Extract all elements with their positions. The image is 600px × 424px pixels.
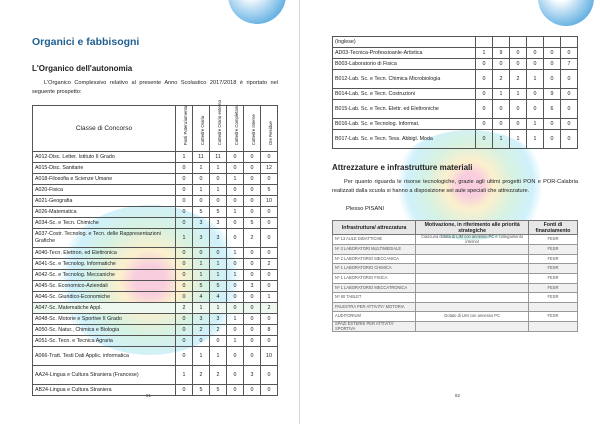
- value-cell: 5: [210, 385, 227, 396]
- value-cell: 0: [261, 270, 278, 281]
- classe-concorso-cell: A026-Matematica: [33, 207, 176, 218]
- subtitle-attrezzature: Attrezzature e infrastrutture materiali: [332, 163, 473, 172]
- value-cell: 5: [210, 281, 227, 292]
- classe-concorso-cell: A015-Disc. Sanitarie: [33, 163, 176, 174]
- value-cell: 0: [561, 89, 578, 100]
- blue-bubble-decoration: [228, 0, 286, 24]
- value-cell: 1: [193, 303, 210, 314]
- fonti-cell: FESR: [528, 245, 577, 255]
- right-page-content: [332, 36, 578, 332]
- value-cell: 1: [193, 347, 210, 366]
- motivazione-cell: Dotato di LIM con annesso PC: [416, 312, 529, 322]
- value-cell: 3: [244, 281, 261, 292]
- value-cell: 0: [176, 281, 193, 292]
- table-header-row: [333, 221, 578, 235]
- value-cell: 5: [193, 385, 210, 396]
- value-cell: 0: [261, 174, 278, 185]
- value-cell: 0: [227, 366, 244, 385]
- value-cell: 0: [227, 229, 244, 248]
- classe-concorso-cell: A045-Sc. Economico-Aziendali: [33, 281, 176, 292]
- classe-concorso-cell: B017-Lab. Sc. e Tecn. Tess. Abbigl. Moda: [333, 130, 476, 149]
- infrastruttura-cell: AUDITORIUM: [333, 312, 416, 322]
- value-cell: 2: [493, 70, 510, 89]
- value-cell: 1: [210, 259, 227, 270]
- classe-concorso-cell: B003-Laboratorio di Fisica: [333, 59, 476, 70]
- table-row: [333, 254, 578, 264]
- fonti-cell: [528, 321, 577, 331]
- fonti-cell: FESR: [528, 283, 577, 293]
- classe-concorso-cell: A050-Sc. Natur., Chimica e Biologia: [33, 325, 176, 336]
- value-cell: 1: [176, 152, 193, 163]
- value-cell: 0: [510, 100, 527, 119]
- value-cell: 0: [544, 48, 561, 59]
- table-row: [333, 37, 578, 48]
- infrastruttura-cell: PALESTRA PER ATTIVITA' MOTORIA: [333, 302, 416, 312]
- value-cell: 0: [561, 100, 578, 119]
- value-cell: 0: [561, 70, 578, 89]
- value-cell: 1: [193, 259, 210, 270]
- header-cattedre-completam: Cattedre Completam.: [227, 106, 244, 152]
- value-cell: [561, 37, 578, 48]
- table-row: [33, 303, 278, 314]
- table-row: [33, 218, 278, 229]
- classe-concorso-cell: AB24-Lingua e Cultura Straniera: [33, 385, 176, 396]
- value-cell: 0: [176, 185, 193, 196]
- table-row: [33, 248, 278, 259]
- value-cell: 11: [210, 152, 227, 163]
- value-cell: 0: [210, 336, 227, 347]
- motivazione-cell: [416, 283, 529, 293]
- value-cell: 3: [210, 314, 227, 325]
- value-cell: [510, 37, 527, 48]
- header-ore-residue-2: Ore Residue: [261, 106, 278, 152]
- value-cell: 0: [227, 196, 244, 207]
- value-cell: 1: [227, 207, 244, 218]
- value-cell: 0: [261, 366, 278, 385]
- organico-table: [32, 100, 278, 396]
- motivazione-cell: [416, 245, 529, 255]
- table-row: [333, 235, 578, 245]
- value-cell: 0: [261, 152, 278, 163]
- value-cell: 0: [244, 385, 261, 396]
- value-cell: 2: [176, 303, 193, 314]
- value-cell: 0: [244, 303, 261, 314]
- value-cell: 0: [261, 314, 278, 325]
- table-row: [333, 100, 578, 119]
- table-row: [333, 321, 578, 331]
- table-row: [333, 245, 578, 255]
- table-row: [33, 229, 278, 248]
- value-cell: [527, 37, 544, 48]
- value-cell: 0: [493, 100, 510, 119]
- value-cell: 0: [261, 229, 278, 248]
- header-cattedre-orario: Cattedre Orario: [193, 106, 210, 152]
- value-cell: 0: [227, 347, 244, 366]
- value-cell: 0: [527, 48, 544, 59]
- value-cell: 0: [176, 259, 193, 270]
- left-page-content: [32, 36, 278, 396]
- table-row: [333, 59, 578, 70]
- motivazione-cell: Ciascuna dotata di LIM con annesso PC e collegamento internet: [416, 235, 529, 245]
- value-cell: 10: [261, 347, 278, 366]
- table-row: [333, 130, 578, 149]
- table-row: [33, 366, 278, 385]
- value-cell: 3: [193, 229, 210, 248]
- value-cell: 0: [493, 119, 510, 130]
- value-cell: 6: [544, 100, 561, 119]
- value-cell: 0: [244, 248, 261, 259]
- motivazione-cell: [416, 264, 529, 274]
- infrastruttura-cell: SPAZI ESTERNI PER ATTIVITA' SPORTIVA: [333, 321, 416, 331]
- value-cell: 0: [244, 325, 261, 336]
- value-cell: 1: [527, 130, 544, 149]
- value-cell: 0: [176, 336, 193, 347]
- value-cell: [493, 37, 510, 48]
- infrastruttura-cell: Nº 13 AULE DIDATTICHE: [333, 235, 416, 245]
- motivazione-cell: [416, 273, 529, 283]
- value-cell: 1: [510, 89, 527, 100]
- fonti-cell: FESR: [528, 254, 577, 264]
- classe-concorso-cell: B016-Lab. Sc. e Tecnolog. Informat.: [333, 119, 476, 130]
- table-row: [333, 293, 578, 303]
- value-cell: 0: [227, 281, 244, 292]
- table-row: [333, 119, 578, 130]
- value-cell: 2: [510, 70, 527, 89]
- table-row: [333, 264, 578, 274]
- value-cell: 0: [176, 218, 193, 229]
- value-cell: 5: [210, 207, 227, 218]
- classe-concorso-cell: A041-Sc. e Tecnolog. Informatiche: [33, 259, 176, 270]
- value-cell: 0: [476, 100, 493, 119]
- table-row: [33, 152, 278, 163]
- value-cell: 0: [210, 196, 227, 207]
- value-cell: 1: [210, 163, 227, 174]
- value-cell: 1: [193, 163, 210, 174]
- infrastruttura-cell: Nº 1 LABORATORIO CHIMICA: [333, 264, 416, 274]
- value-cell: 0: [176, 248, 193, 259]
- value-cell: 0: [244, 259, 261, 270]
- table-row: [33, 336, 278, 347]
- value-cell: 0: [510, 48, 527, 59]
- table-row: [33, 325, 278, 336]
- value-cell: 0: [244, 314, 261, 325]
- value-cell: 2: [210, 366, 227, 385]
- value-cell: 1: [210, 185, 227, 196]
- value-cell: 0: [176, 385, 193, 396]
- header-classe-concorso: Classe di Concorso: [33, 106, 176, 152]
- value-cell: 0: [244, 185, 261, 196]
- classe-concorso-cell: AA24-Lingua e Cultura Straniera (Francese): [33, 366, 176, 385]
- right-page: [300, 0, 600, 424]
- value-cell: 0: [227, 385, 244, 396]
- value-cell: 5: [244, 218, 261, 229]
- classe-concorso-cell: A012-Disc. Letter. Istituto II Grado: [33, 152, 176, 163]
- infrastruttura-cell: Nº 1 LABORATORIO FISICA: [333, 273, 416, 283]
- fonti-cell: [528, 302, 577, 312]
- section-title: Organici e fabbisogni: [32, 36, 140, 48]
- value-cell: 0: [193, 248, 210, 259]
- infrastruttura-cell: Nº 3 LABORATORI MULTIMEDIALE: [333, 245, 416, 255]
- value-cell: [544, 37, 561, 48]
- value-cell: 1: [261, 292, 278, 303]
- value-cell: 4: [193, 292, 210, 303]
- value-cell: 0: [244, 163, 261, 174]
- classe-concorso-cell: B014-Lab. Sc. e Tecn. Costruzioni: [333, 89, 476, 100]
- value-cell: [476, 37, 493, 48]
- value-cell: 0: [244, 174, 261, 185]
- motivazione-cell: [416, 254, 529, 264]
- value-cell: 0: [261, 207, 278, 218]
- value-cell: 0: [227, 218, 244, 229]
- classe-concorso-cell: AD03-Tecnica-Professioanle-Artistica: [333, 48, 476, 59]
- header-motivazione: Motivazione, in riferimento alle priorità strategiche: [416, 221, 529, 235]
- value-cell: 0: [193, 174, 210, 185]
- value-cell: 0: [261, 281, 278, 292]
- classe-concorso-cell: A020-Fisica: [33, 185, 176, 196]
- classe-concorso-cell: A037-Costr. Tecnolog. e Tecn. delle Rappresentazioni Grafiche: [33, 229, 176, 248]
- value-cell: 0: [244, 336, 261, 347]
- fonti-cell: FESR: [528, 235, 577, 245]
- value-cell: 0: [227, 292, 244, 303]
- fonti-cell: FESR: [528, 293, 577, 303]
- value-cell: 0: [544, 119, 561, 130]
- value-cell: 2: [244, 229, 261, 248]
- page-number: 82: [455, 393, 461, 398]
- value-cell: 1: [493, 130, 510, 149]
- table-row: [333, 312, 578, 322]
- value-cell: 0: [244, 207, 261, 218]
- value-cell: 12: [261, 163, 278, 174]
- table-row: [33, 347, 278, 366]
- table-row: [33, 270, 278, 281]
- value-cell: 0: [193, 336, 210, 347]
- table-row: [33, 385, 278, 396]
- value-cell: 0: [193, 196, 210, 207]
- value-cell: 0: [176, 314, 193, 325]
- value-cell: 0: [527, 100, 544, 119]
- value-cell: 0: [227, 163, 244, 174]
- header-infrastruttura: Infrastruttura/ attrezzatura: [333, 221, 416, 235]
- value-cell: 2: [261, 259, 278, 270]
- attrezzature-paragraph: Per quanto riguarda le risorse tecnologiche, grazie agli ultimi progetti PON e POR-Calabria realizzati dalla scuola si hanno a disposizione sei aule speciali che attrezzature.: [332, 179, 578, 194]
- classe-concorso-cell: A048-Sc. Motorie e Sportive II Grado: [33, 314, 176, 325]
- value-cell: 0: [244, 292, 261, 303]
- value-cell: 8: [261, 325, 278, 336]
- value-cell: 0: [244, 270, 261, 281]
- value-cell: 1: [227, 248, 244, 259]
- value-cell: 3: [193, 218, 210, 229]
- value-cell: 3: [210, 218, 227, 229]
- value-cell: 5: [261, 185, 278, 196]
- intro-paragraph: L'Organico Complessivo relativo al presente Anno Scolastico 2017/2018 è riportato nel seguente prospetto:: [32, 80, 278, 95]
- table-row: [333, 48, 578, 59]
- value-cell: 1: [227, 174, 244, 185]
- value-cell: 0: [176, 174, 193, 185]
- classe-concorso-cell: A066-Tratt. Testi Dati Applic. informatica: [33, 347, 176, 366]
- value-cell: 0: [261, 385, 278, 396]
- value-cell: 1: [527, 119, 544, 130]
- value-cell: 2: [193, 366, 210, 385]
- infrastruttura-cell: Nº 2 LABORATORIO MECCANICA: [333, 254, 416, 264]
- classe-concorso-cell: A042-Sc. e Tecnolog. Meccaniche: [33, 270, 176, 281]
- value-cell: 1: [210, 347, 227, 366]
- value-cell: 0: [261, 248, 278, 259]
- classe-concorso-cell: A047-Sc. Matematiche Appl.: [33, 303, 176, 314]
- value-cell: 0: [476, 59, 493, 70]
- classe-concorso-cell: A021-Geografia: [33, 196, 176, 207]
- value-cell: 1: [227, 270, 244, 281]
- classe-concorso-cell: A034-Sc. e Tecn. Chimiche: [33, 218, 176, 229]
- header-ore-residue: Cattedre Interne: [244, 106, 261, 152]
- table-row: [33, 185, 278, 196]
- value-cell: 0: [561, 130, 578, 149]
- table-row: [33, 314, 278, 325]
- table-row: [33, 259, 278, 270]
- infrastruttura-cell: Nº 80 TABLET: [333, 293, 416, 303]
- value-cell: 0: [227, 325, 244, 336]
- value-cell: 3: [210, 229, 227, 248]
- value-cell: 1: [476, 48, 493, 59]
- value-cell: 0: [544, 70, 561, 89]
- value-cell: 4: [210, 292, 227, 303]
- value-cell: 0: [227, 303, 244, 314]
- table-row: [333, 273, 578, 283]
- table-row: [33, 196, 278, 207]
- value-cell: 1: [210, 270, 227, 281]
- classe-concorso-cell: (Inglese): [333, 37, 476, 48]
- table-row: [333, 89, 578, 100]
- organico-table-continued: [332, 36, 578, 149]
- value-cell: 2: [193, 325, 210, 336]
- classe-concorso-cell: A051-Sc. Tecn. e Tecnica Agraria: [33, 336, 176, 347]
- value-cell: 2: [261, 303, 278, 314]
- motivazione-cell: [416, 302, 529, 312]
- value-cell: 11: [193, 152, 210, 163]
- table-row: [33, 292, 278, 303]
- value-cell: 0: [176, 270, 193, 281]
- value-cell: 10: [261, 196, 278, 207]
- value-cell: 9: [544, 89, 561, 100]
- value-cell: 0: [176, 196, 193, 207]
- classe-concorso-cell: B015-Lab. Sc. e Tecn. Elettr. ed Elettroniche: [333, 100, 476, 119]
- value-cell: 0: [261, 218, 278, 229]
- table-row: [333, 70, 578, 89]
- value-cell: 0: [476, 119, 493, 130]
- value-cell: 7: [561, 59, 578, 70]
- header-posti-potenziamento: Posti Potenziamento: [176, 106, 193, 152]
- infrastructure-table: [332, 220, 578, 332]
- classe-concorso-cell: A046-Sc. Giuridico-Economiche: [33, 292, 176, 303]
- fonti-cell: FESR: [528, 312, 577, 322]
- value-cell: 1: [193, 270, 210, 281]
- fonti-cell: FESR: [528, 264, 577, 274]
- value-cell: 2: [210, 325, 227, 336]
- value-cell: 1: [493, 89, 510, 100]
- value-cell: 0: [244, 347, 261, 366]
- value-cell: 0: [476, 89, 493, 100]
- value-cell: 1: [510, 130, 527, 149]
- value-cell: 1: [176, 229, 193, 248]
- value-cell: 0: [244, 196, 261, 207]
- value-cell: 0: [210, 248, 227, 259]
- value-cell: 0: [261, 336, 278, 347]
- plesso-label: Plesso PISANI: [346, 206, 385, 212]
- table-row: [33, 207, 278, 218]
- value-cell: 0: [493, 59, 510, 70]
- value-cell: 0: [544, 130, 561, 149]
- value-cell: 0: [227, 259, 244, 270]
- value-cell: 0: [476, 70, 493, 89]
- value-cell: 0: [561, 48, 578, 59]
- header-cattedre-orario-esterno: Cattedre Orario esterno: [210, 106, 227, 152]
- table-row: [33, 174, 278, 185]
- motivazione-cell: [416, 293, 529, 303]
- motivazione-cell: [416, 321, 529, 331]
- value-cell: 1: [210, 303, 227, 314]
- value-cell: 0: [227, 185, 244, 196]
- value-cell: 1: [227, 336, 244, 347]
- value-cell: 5: [193, 281, 210, 292]
- value-cell: 1: [527, 70, 544, 89]
- value-cell: 0: [527, 89, 544, 100]
- value-cell: 3: [193, 314, 210, 325]
- value-cell: 0: [244, 152, 261, 163]
- page-number: 81: [146, 393, 152, 398]
- table-row: [33, 163, 278, 174]
- value-cell: 0: [527, 59, 544, 70]
- subtitle: L'Organico dell'autonomia: [32, 64, 133, 73]
- value-cell: 0: [210, 174, 227, 185]
- value-cell: 9: [493, 48, 510, 59]
- table-header-row: [33, 106, 278, 152]
- classe-concorso-cell: B012-Lab. Sc. e Tecn. Chimica Microbiologia: [333, 70, 476, 89]
- infrastruttura-cell: Nº 1 LABORATORIO MECCATRONICA: [333, 283, 416, 293]
- value-cell: 0: [176, 163, 193, 174]
- header-fonti: Fonti di finanziamento: [528, 221, 577, 235]
- value-cell: 0: [227, 152, 244, 163]
- value-cell: 3: [244, 366, 261, 385]
- value-cell: 0: [510, 59, 527, 70]
- value-cell: 1: [176, 366, 193, 385]
- value-cell: 5: [193, 207, 210, 218]
- value-cell: 1: [193, 185, 210, 196]
- value-cell: 0: [476, 130, 493, 149]
- table-row: [33, 281, 278, 292]
- classe-concorso-cell: A018-Filosofia e Scienze Umane: [33, 174, 176, 185]
- blue-bubble-decoration: [538, 0, 594, 26]
- value-cell: 1: [227, 314, 244, 325]
- value-cell: 0: [176, 207, 193, 218]
- value-cell: 0: [510, 119, 527, 130]
- table-row: [333, 302, 578, 312]
- classe-concorso-cell: A040-Tecn. Elettron. ed Elettronica: [33, 248, 176, 259]
- value-cell: 0: [176, 347, 193, 366]
- fonti-cell: FESR: [528, 273, 577, 283]
- table-row: [333, 283, 578, 293]
- value-cell: 0: [544, 59, 561, 70]
- value-cell: 0: [176, 325, 193, 336]
- value-cell: 0: [561, 119, 578, 130]
- value-cell: 0: [176, 292, 193, 303]
